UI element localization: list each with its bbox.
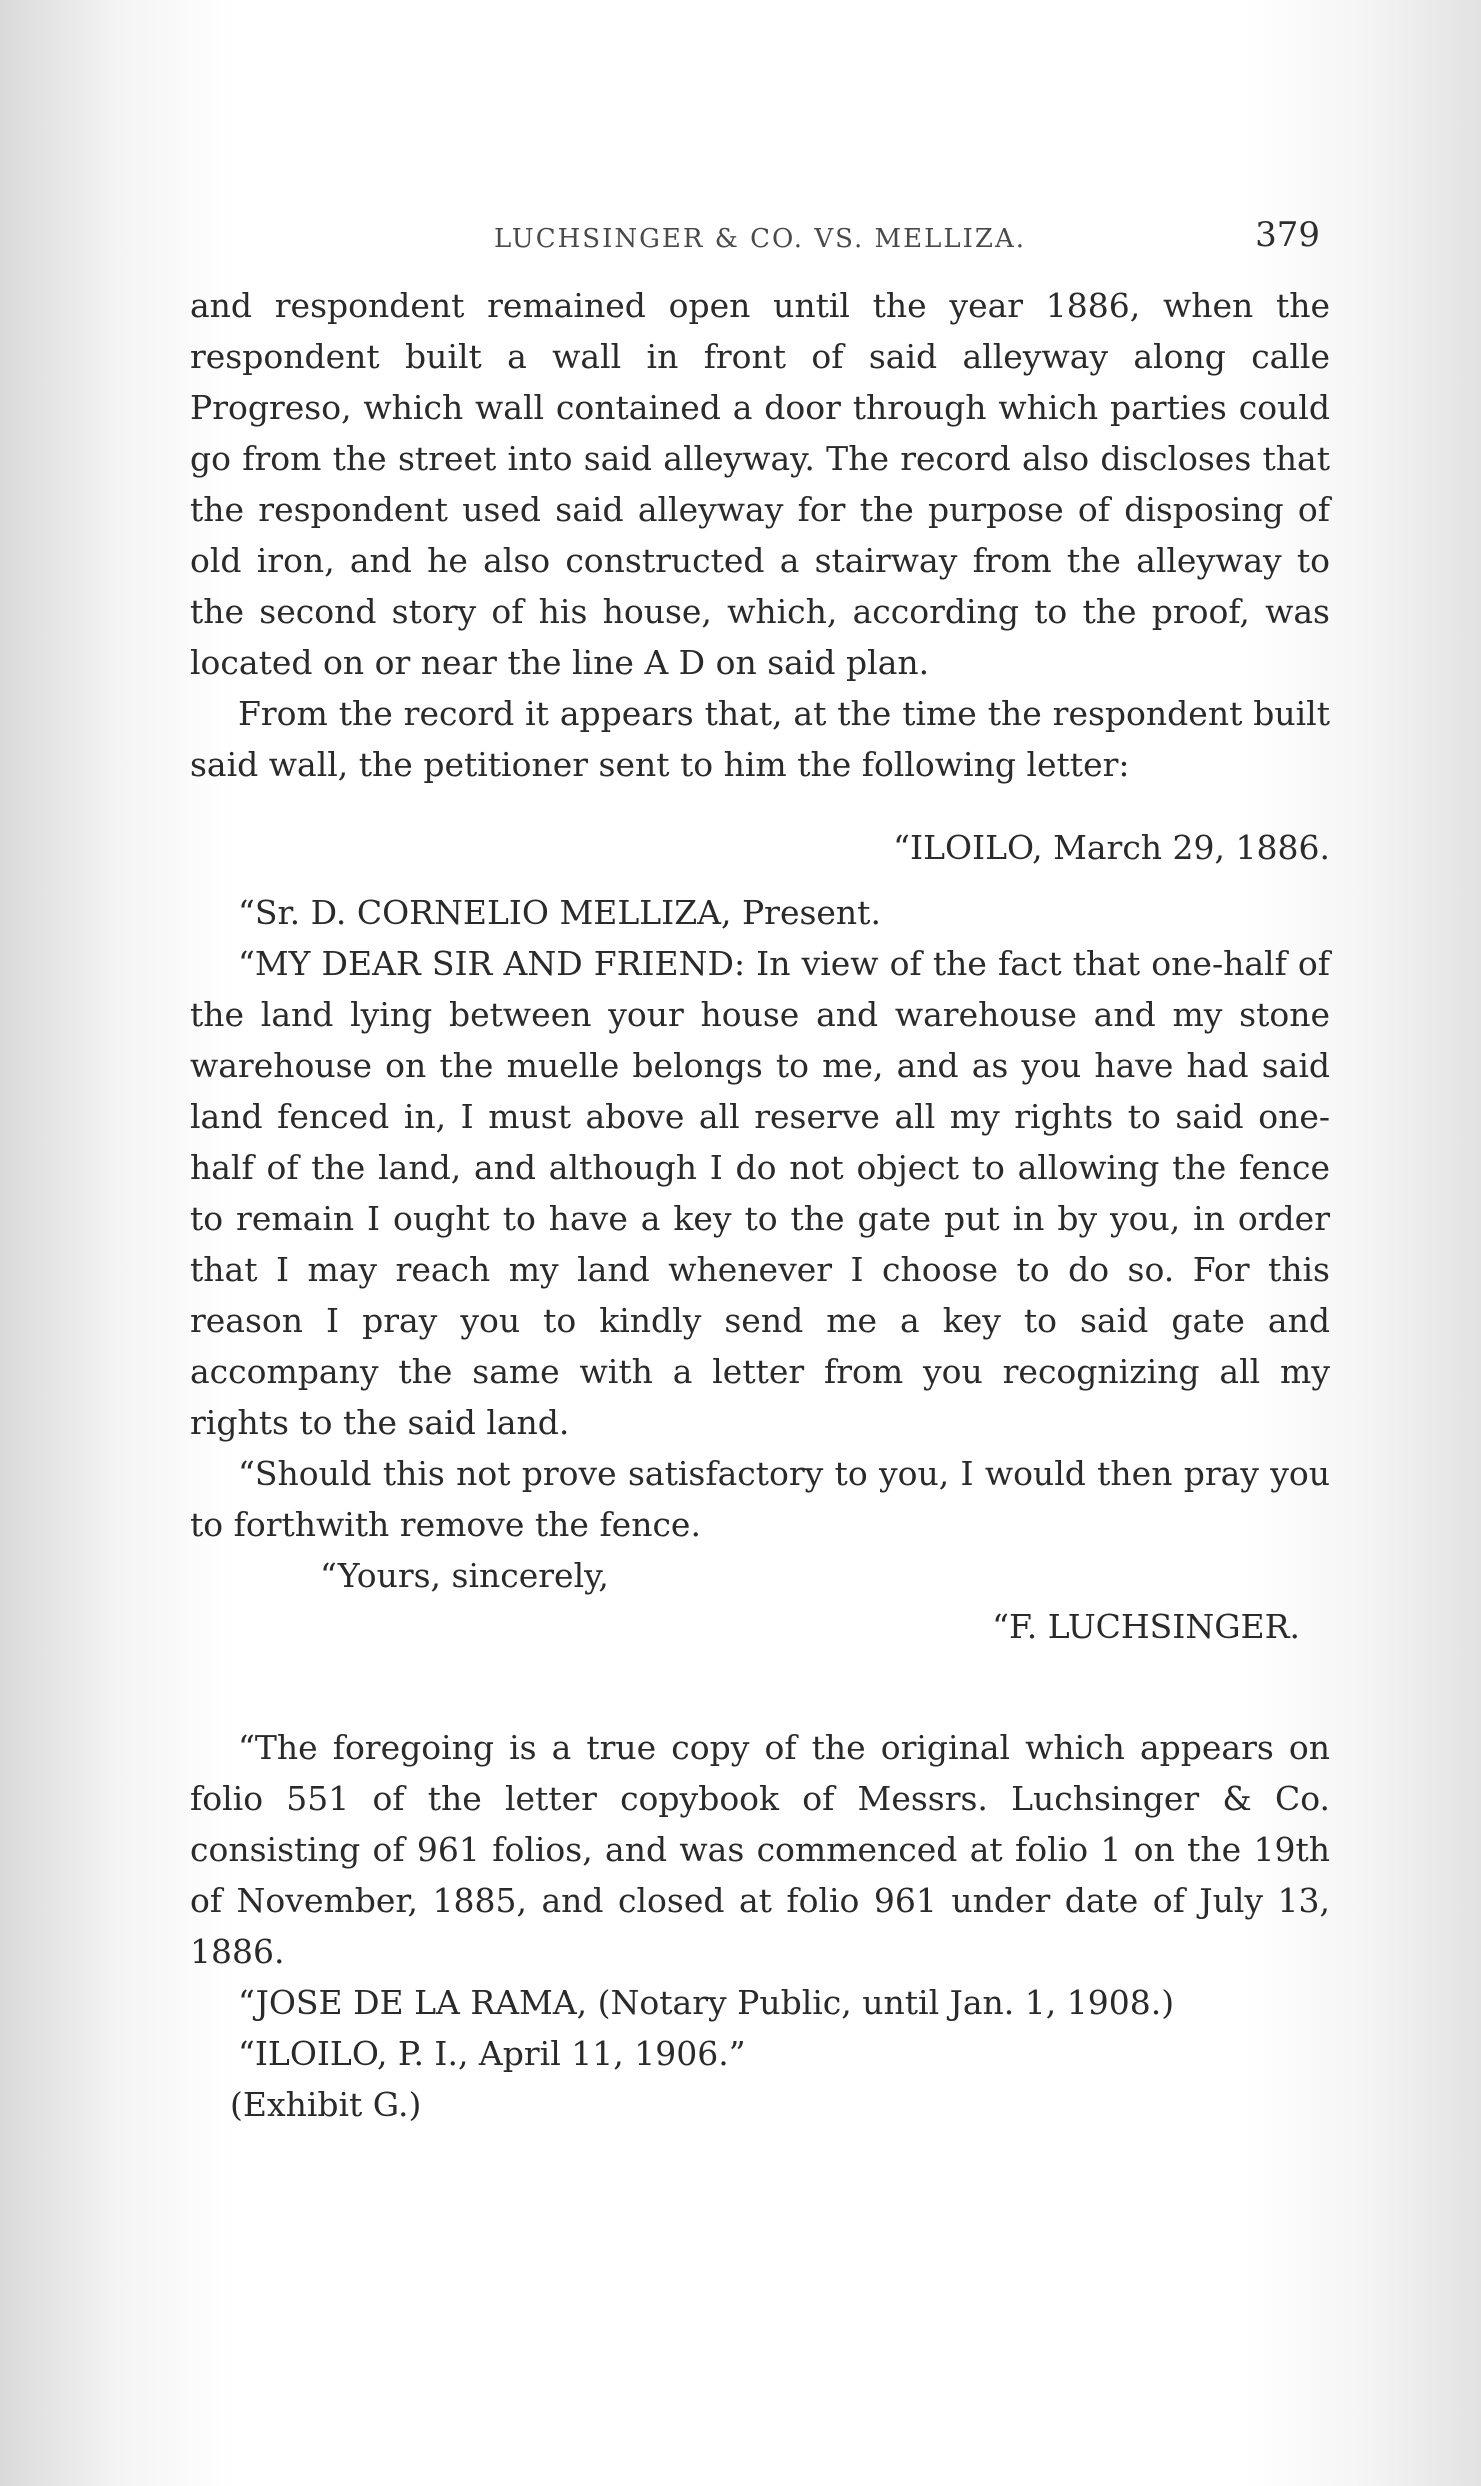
letter-signature: “F. LUCHSINGER. (992, 1607, 1300, 1646)
running-head (190, 200, 1330, 270)
certification-notary: “JOSE DE LA RAMA, (Notary Public, until Jan. 1, 1908.) (238, 1983, 1175, 2022)
exhibit-label: (Exhibit G.) (230, 2085, 422, 2124)
page-text (190, 200, 1330, 2130)
paragraph-letter-intro: From the record it appears that, at the time the respondent built said wall, the petitioner sent to him the following letter: (190, 694, 1330, 784)
page-number: 379 (1255, 215, 1320, 255)
letter-dateline: “ILOILO, March 29, 1886. (893, 828, 1330, 867)
certification-place-date: “ILOILO, P. I., April 11, 1906.” (238, 2034, 746, 2073)
certification-text: “The foregoing is a true copy of the original which appears on folio 551 of the letter copybook of Messrs. Luchsinger & Co. consisting of 961 folios, and was commenced at folio 1 on the 19th of November, 1885, and closed at folio 961 under date of July 13, 1886. (190, 1728, 1330, 1971)
letter-postscript: “Should this not prove satisfactory to you, I would then pray you to forthwith remove the fence. (190, 1454, 1330, 1544)
running-title: LUCHSINGER & CO. VS. MELLIZA. (493, 224, 1027, 254)
paragraph-continuation: and respondent remained open until the year 1886, when the respondent built a wall in front of said alleyway along calle Progreso, which wall contained a door through which parties could go from the street into said alleyway. The record also discloses that the respondent used said alleyway for the purpose of disposing of old iron, and he also constructed a stairway from the alleyway to the second story of his house, which, according to the proof, was located on or near the line A D on said plan. (190, 286, 1330, 682)
letter-closing: “Yours, sincerely, (320, 1556, 609, 1595)
letter-addressee: “Sr. D. CORNELIO MELLIZA, Present. (238, 893, 881, 932)
letter-body: “MY DEAR SIR AND FRIEND: In view of the fact that one-half of the land lying between your house and warehouse and my stone warehouse on the muelle belongs to me, and as you have had said land fenced in, I must above all reserve all my rights to said one-half of the land, and although I do not object to allowing the fence to remain I ought to have a key to the gate put in by you, in order that I may reach my land whenever I choose to do so. For this reason I pray you to kindly send me a key to said gate and accompany the same with a letter from you recognizing all my rights to the said land. (190, 944, 1330, 1442)
